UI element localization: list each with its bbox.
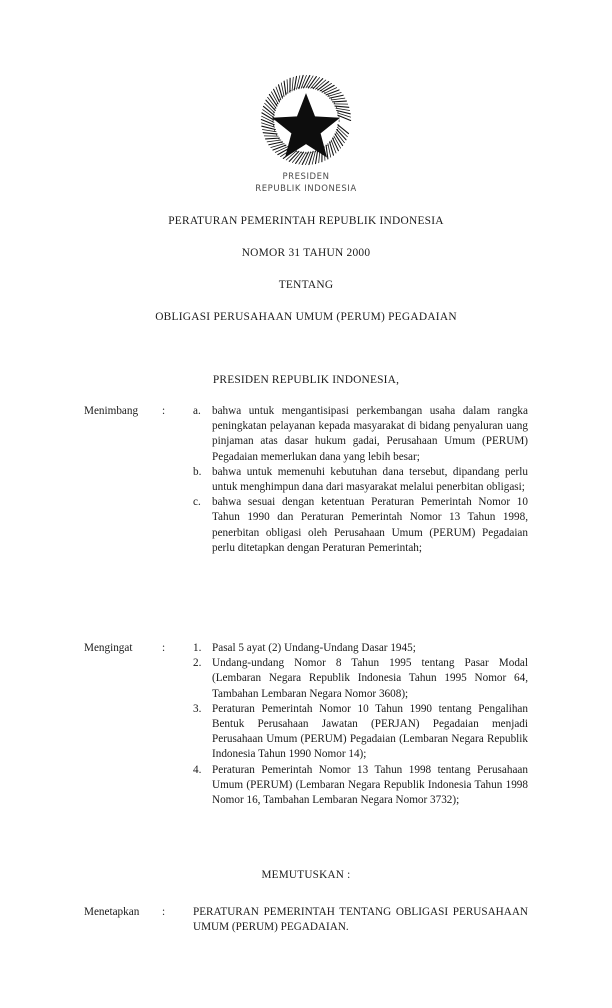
mengingat-clause	[84, 641, 528, 808]
list-item-text: Pasal 5 ayat (2) Undang-Undang Dasar 1945;	[212, 642, 416, 654]
list-item-text: Peraturan Pemerintah Nomor 13 Tahun 1998 tentang Perusahaan Umum (PERUM) (Lembaran Negara Republik Indonesia Tahun 1998 Nomor 16, Tambahan Lembaran Negara Nomor 3732);	[212, 763, 528, 807]
list-item	[193, 404, 528, 465]
list-item-text: bahwa untuk memenuhi kebutuhan dana tersebut, dipandang perlu untuk menghimpun dana dari masyarakat melalui penerbitan obligasi;	[212, 465, 528, 494]
list-item-marker: 4.	[193, 763, 202, 776]
list-item	[193, 763, 528, 809]
menetapkan-text: PERATURAN PEMERINTAH TENTANG OBLIGASI PERUSAHAAN UMUM (PERUM) PEGADAIAN.	[193, 906, 528, 934]
list-item-text: Undang-undang Nomor 8 Tahun 1995 tentang Pasar Modal (Lembaran Negara Republik Indonesia Tahun 1995 Nomor 64, Tambahan Lembaran Negara Nomor 3608);	[212, 657, 528, 700]
mengingat-label: Mengingat	[84, 642, 133, 654]
issuer-line: PRESIDEN REPUBLIK INDONESIA,	[212, 374, 400, 386]
list-item-text: Peraturan Pemerintah Nomor 10 Tahun 1990 tentang Pengalihan Bentuk Perusahaan Jawatan (PERJAN) Pegadaian menjadi Perusahaan Umum (PERUM) Pegadaian (Lembaran Negara Republik Indonesia Tahun 1990 Nomor 14);	[212, 702, 528, 761]
menetapkan-colon: :	[162, 906, 166, 918]
memutuskan-heading: MEMUTUSKAN :	[261, 869, 351, 881]
emblem-caption	[0, 172, 612, 195]
regulation-number: NOMOR 31 TAHUN 2000	[241, 247, 371, 259]
menimbang-label: Menimbang	[84, 405, 139, 417]
document-title-block	[0, 214, 612, 324]
list-item	[193, 641, 528, 656]
menimbang-colon: :	[162, 405, 166, 417]
menimbang-items	[193, 404, 528, 556]
regulation-subject: OBLIGASI PERUSAHAAN UMUM (PERUM) PEGADAIAN	[155, 311, 457, 323]
indonesia-presidential-seal-icon	[258, 72, 354, 168]
menetapkan-clause	[84, 905, 528, 935]
mengingat-items	[193, 641, 528, 808]
list-item	[193, 702, 528, 763]
about-label: TENTANG	[278, 279, 334, 291]
menimbang-clause	[84, 404, 528, 556]
list-item-marker: 3.	[193, 702, 202, 715]
list-item	[193, 656, 528, 702]
list-item	[193, 495, 528, 556]
list-item-text: bahwa sesuai dengan ketentuan Peraturan Pemerintah Nomor 10 Tahun 1990 dan Peraturan Pemerintah Nomor 13 Tahun 1998, penerbitan obligasi oleh Perusahaan Umum (PERUM) Pegadaian perlu ditetapkan dengan Peraturan Pemerintah;	[212, 496, 528, 554]
list-item-text: bahwa untuk mengantisipasi perkembangan usaha dalam rangka peningkatan pelayanan kepada masyarakat di bidang penyaluran uang pinjaman atas dasar hukum gadai, Perusahaan Umum (PERUM) Pegadaian memerlukan dana yang lebih besar;	[212, 405, 528, 463]
emblem-caption-line1: PRESIDEN	[282, 172, 330, 182]
menetapkan-label: Menetapkan	[84, 906, 140, 918]
list-item-marker: c.	[193, 496, 201, 509]
list-item-marker: 2.	[193, 657, 202, 670]
mengingat-colon: :	[162, 642, 166, 654]
menetapkan-body	[193, 905, 528, 935]
page-title: PERATURAN PEMERINTAH REPUBLIK INDONESIA	[168, 215, 444, 227]
list-item-marker: b.	[193, 465, 202, 478]
emblem-caption-line2: REPUBLIK INDONESIA	[255, 183, 357, 194]
list-item-marker: a.	[193, 405, 201, 417]
list-item	[193, 465, 528, 495]
list-item-marker: 1.	[193, 642, 202, 654]
presidential-emblem-block	[0, 72, 612, 195]
